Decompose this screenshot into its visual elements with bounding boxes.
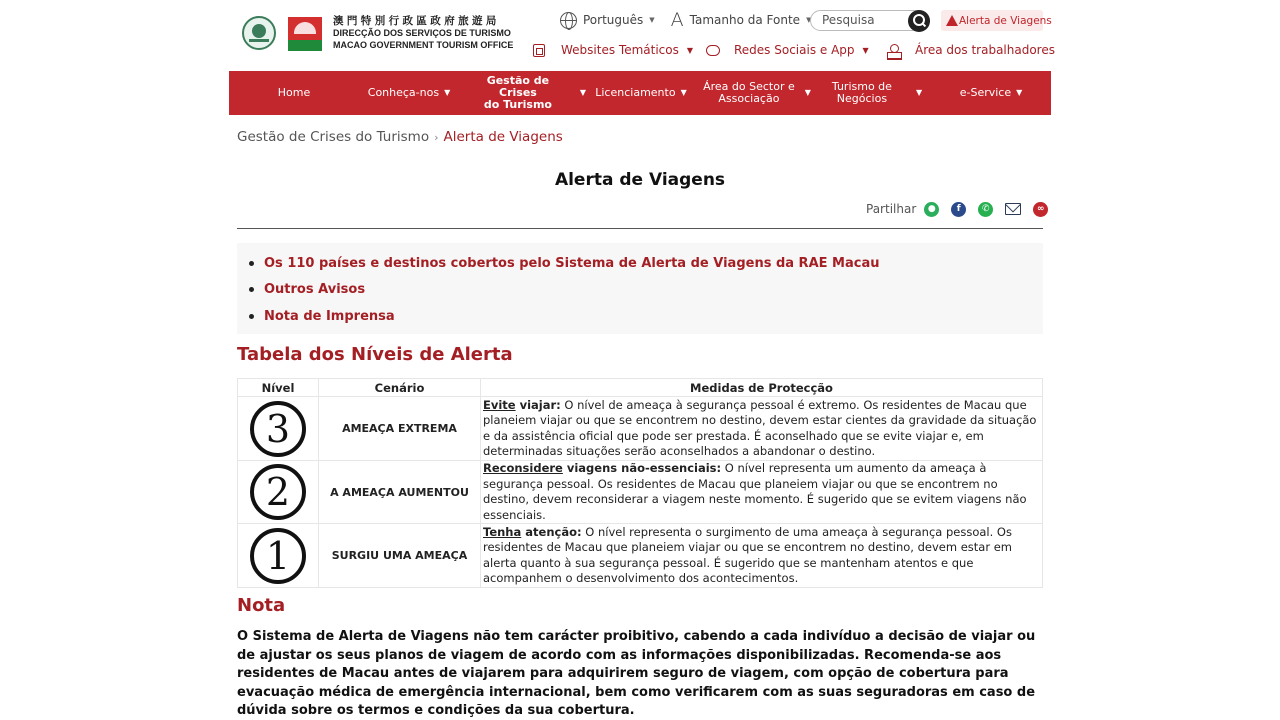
wechat-share-icon[interactable]: ● [924,202,939,217]
column-header-scenario: Cenário [319,379,481,397]
measure-text: O nível de ameaça à segurança pessoal é extremo. Os residentes de Macau que planeiem viajar ou que se encontrem no destino, devem estar cientes da gravidade da situação e da assistência oficial que pode ser prestada. É aconselhado que se evite viajar e, em determinadas situações serão aconselhados a abandonar o destino. [483,397,1037,458]
note-heading: Nota [237,595,286,616]
caret-down-icon: ▼ [862,45,869,55]
font-size-selector[interactable] [670,8,812,31]
measure-keyword: Tenha [483,524,522,539]
measures-cell [481,461,1043,524]
mgto-logo[interactable] [288,17,322,51]
nav-sector-area[interactable] [701,71,813,115]
level-1-icon: 1 [250,528,306,584]
nav-about[interactable] [359,71,459,115]
user-icon [887,44,901,57]
travel-alert-button[interactable] [941,10,1052,31]
related-link-countries[interactable]: Os 110 países e destinos cobertos pelo Sistema de Alerta de Viagens da RAE Macau [264,255,880,271]
related-link-item[interactable] [249,303,1043,330]
related-link-press-release[interactable]: Nota de Imprensa [264,308,395,324]
measure-keyword-rest: atenção: [521,524,582,539]
table-row [238,461,1043,524]
nav-home-label: Home [277,86,311,99]
thematic-websites-menu[interactable] [533,40,693,60]
mgto-logo-arc [294,22,316,34]
caret-down-icon: ▼ [804,88,811,97]
language-selector[interactable] [560,12,655,29]
main-nav [229,71,1051,115]
nav-sector-area-label [703,81,795,105]
breadcrumb [237,129,563,145]
travel-alert-label: Alerta de Viagens [959,14,1052,27]
mgto-logo-band [288,40,322,51]
caret-down-icon: ▼ [686,45,694,55]
alert-levels-table [237,378,1043,588]
nav-label-line: Negócios [836,92,888,105]
chat-icon [706,45,720,56]
table-row [238,524,1043,588]
related-links-box [237,243,1043,334]
globe-icon [560,12,577,29]
nav-about-label: Conheça-nos [367,86,440,99]
whatsapp-share-icon[interactable]: ✆ [978,202,993,217]
measure-keyword: Evite [483,397,516,412]
scenario-cell: SURGIU UMA AMEAÇA [319,524,481,588]
caret-down-icon: ▼ [444,88,451,97]
nav-licensing[interactable] [591,71,691,115]
scenario-cell: AMEAÇA EXTREMA [319,397,481,461]
caret-down-icon: ▼ [806,16,812,24]
macao-emblem-logo[interactable] [242,16,276,50]
level-3-icon: 3 [250,401,306,457]
bullet-icon [249,314,254,319]
bullet-icon [249,261,254,266]
measure-text: O nível representa um aumento da ameaça à segurança pessoal. Os residentes de Macau que planeiem viajar ou que se encontrem no destino, devem reconsiderar a viagem neste momento. É sugerido que se evitem viagens não essenciais. [483,461,1027,522]
site-logo-text[interactable] [333,15,513,51]
measures-cell [481,524,1043,588]
language-label: Português [583,13,644,27]
social-media-label: Redes Sociais e App [734,43,855,57]
level-cell [238,524,319,588]
nav-label-line: Turismo de [831,80,892,93]
caret-down-icon: ▼ [680,88,687,97]
thematic-websites-label: Websites Temáticos [561,43,679,57]
logo-chinese-name: 澳門特別行政區政府旅遊局 [333,15,500,27]
caret-down-icon: ▼ [649,16,655,24]
copy-link-icon[interactable]: ∞ [1033,202,1048,217]
nav-business-tourism-label [832,81,892,105]
nav-home[interactable] [229,71,359,115]
font-size-label: Tamanho da Fonte [689,13,801,27]
nav-eservice-label: e-Service [959,86,1012,99]
table-row [238,397,1043,461]
social-media-menu[interactable] [706,40,869,60]
level-2-icon: 2 [250,464,306,520]
caret-down-icon: ▼ [1016,88,1023,97]
nav-crisis-management[interactable] [466,71,586,115]
nav-label-line: Associação [718,92,780,105]
caret-down-icon: ▼ [915,88,923,97]
search-input[interactable] [822,13,902,27]
page-title: Alerta de Viagens [554,170,726,190]
caret-down-icon: ▼ [579,88,586,97]
related-link-item[interactable] [249,277,1043,304]
utility-bar [560,8,827,32]
nav-business-tourism[interactable] [827,71,927,115]
search-button[interactable] [908,10,930,32]
measure-keyword-rest: viajar: [515,397,561,412]
measures-cell [481,397,1043,461]
facebook-share-icon[interactable]: f [951,202,966,217]
font-size-icon: A [670,8,684,31]
column-header-level: Nível [238,379,319,397]
breadcrumb-current: Alerta de Viagens [443,129,563,145]
nav-label-line: do Turismo [483,98,552,111]
breadcrumb-parent[interactable]: Gestão de Crises do Turismo [237,129,430,145]
staff-area-link[interactable] [887,40,1055,60]
related-link-other-notices[interactable]: Outros Avisos [264,282,366,298]
related-links-list [237,243,1043,330]
breadcrumb-separator-icon: › [434,130,439,144]
related-link-item[interactable] [249,250,1043,277]
measure-text: O nível representa o surgimento de uma ameaça à segurança pessoal. Os residentes de Macau que planeiem viajar ou que se encontrem no destino, devem estar em alerta quanto à sua segurança pessoal. É sugerido que se mantenham atentos e que acompanhem o desenvolvimento dos acontecimentos. [483,524,1013,585]
share-bar [866,200,1048,218]
bullet-icon [249,287,254,292]
alert-levels-heading: Tabela dos Níveis de Alerta [237,344,513,365]
note-text: O Sistema de Alerta de Viagens não tem carácter proibitivo, cabendo a cada indivíduo a decisão de viajar ou de ajustar os seus planos de viagem de acordo com as informações disponibilizadas. Recomenda-se aos residentes de Macau antes de viajarem para adquirirem seguro de viagem, com opção de cobertura para evacuação médica de emergência internacional, bem como verificarem com as suas seguradoras em caso de dúvida sobre os termos e condições da sua cobertura. [237,629,1036,719]
level-cell [238,397,319,461]
scenario-cell: A AMEAÇA AUMENTOU [319,461,481,524]
nav-label-line: Gestão de Crises [486,74,550,99]
nav-crisis-management-label [466,75,570,111]
staff-area-label: Área dos trabalhadores [915,43,1055,57]
share-label: Partilhar [866,202,917,216]
nav-eservice[interactable] [941,71,1041,115]
measure-keyword: Reconsidere [483,461,563,475]
nav-licensing-label: Licenciamento [595,86,676,99]
website-icon [533,44,545,57]
nav-label-line: Área do Sector e [703,80,795,93]
table-header-row [238,379,1043,397]
logo-portuguese-name: DIRECÇÃO DOS SERVIÇOS DE TURISMO [333,28,511,38]
title-divider [237,228,1043,229]
level-cell [238,461,319,524]
email-share-icon[interactable] [1005,203,1021,215]
column-header-measures: Medidas de Protecção [481,379,1043,397]
warning-icon [946,15,958,26]
measure-keyword-rest: viagens não-essenciais: [562,461,722,475]
logo-english-name: MACAO GOVERNMENT TOURISM OFFICE [333,40,514,50]
